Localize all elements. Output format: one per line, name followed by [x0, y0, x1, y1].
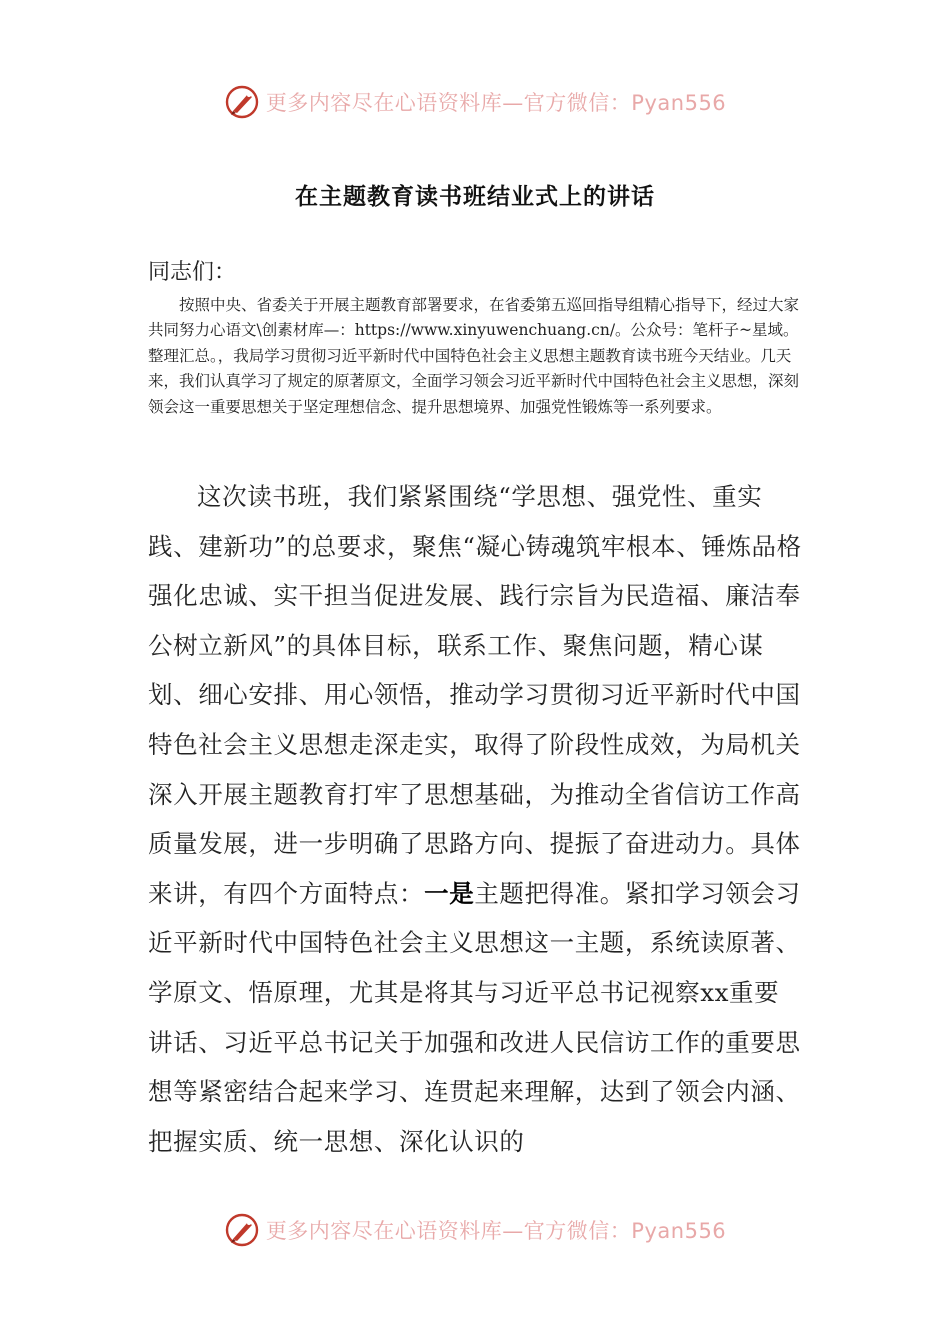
body-paragraph — [148, 472, 802, 1166]
header-banner-text: 更多内容尽在心语资料库—官方微信：Pyan556 — [265, 91, 727, 115]
pen-logo-icon — [224, 1212, 260, 1248]
footer-watermark-banner — [0, 1208, 950, 1252]
body-text-part2: 主题把得准。紧扣学习领会习近平新时代中国特色社会主义思想这一主题，系统读原著、学原文、悟原理，尤其是将其与习近平总书记视察xx重要讲话、习近平总书记关于加强和改进人民信访工作的重要思想等紧密结合起来学习、连贯起来理解，达到了领会内涵、把握实质、统一思想、深化认识的 — [148, 878, 801, 1156]
body-text-part1: 这次读书班，我们紧紧围绕“学思想、强党性、重实践、建新功”的总要求，聚焦“凝心铸魂筑牢根本、锤炼品格强化忠诚、实干担当促进发展、践行宗旨为民造福、廉洁奉公树立新风”的具体目标，联系工作、聚焦问题，精心谋划、细心安排、用心领悟，推动学习贯彻习近平新时代中国特色社会主义思想走深走实，取得了阶段性成效，为局机关深入开展主题教育打牢了思想基础，为推动全省信访工作高质量发展，进一步明确了思路方向、提振了奋进动力。具体来讲，有四个方面特点： — [148, 482, 802, 908]
salutation: 同志们： — [148, 260, 237, 285]
document-title: 在主题教育读书班结业式上的讲话 — [295, 184, 655, 210]
intro-paragraph: 按照中央、省委关于开展主题教育部署要求，在省委第五巡回指导组精心指导下，经过大家共同努力心语文\创素材库—：https://www.xinyuwenchuang.cn/。公众号：笔杆子~星域。整理汇总。，我局学习贯彻习近平新时代中国特色社会主义思想主题教育读书班今天结业。几天来，我们认真学习了规定的原著原文，全面学习领会习近平新时代中国特色社会主义思想，深刻领会这一重要思想关于坚定理想信念、提升思想境界、加强党性锻炼等一系列要求。 — [148, 296, 800, 416]
header-watermark-banner — [0, 80, 950, 124]
pen-logo-icon — [224, 84, 260, 120]
body-emphasis: 一是 — [424, 878, 475, 908]
footer-banner-text: 更多内容尽在心语资料库—官方微信：Pyan556 — [265, 1219, 727, 1243]
